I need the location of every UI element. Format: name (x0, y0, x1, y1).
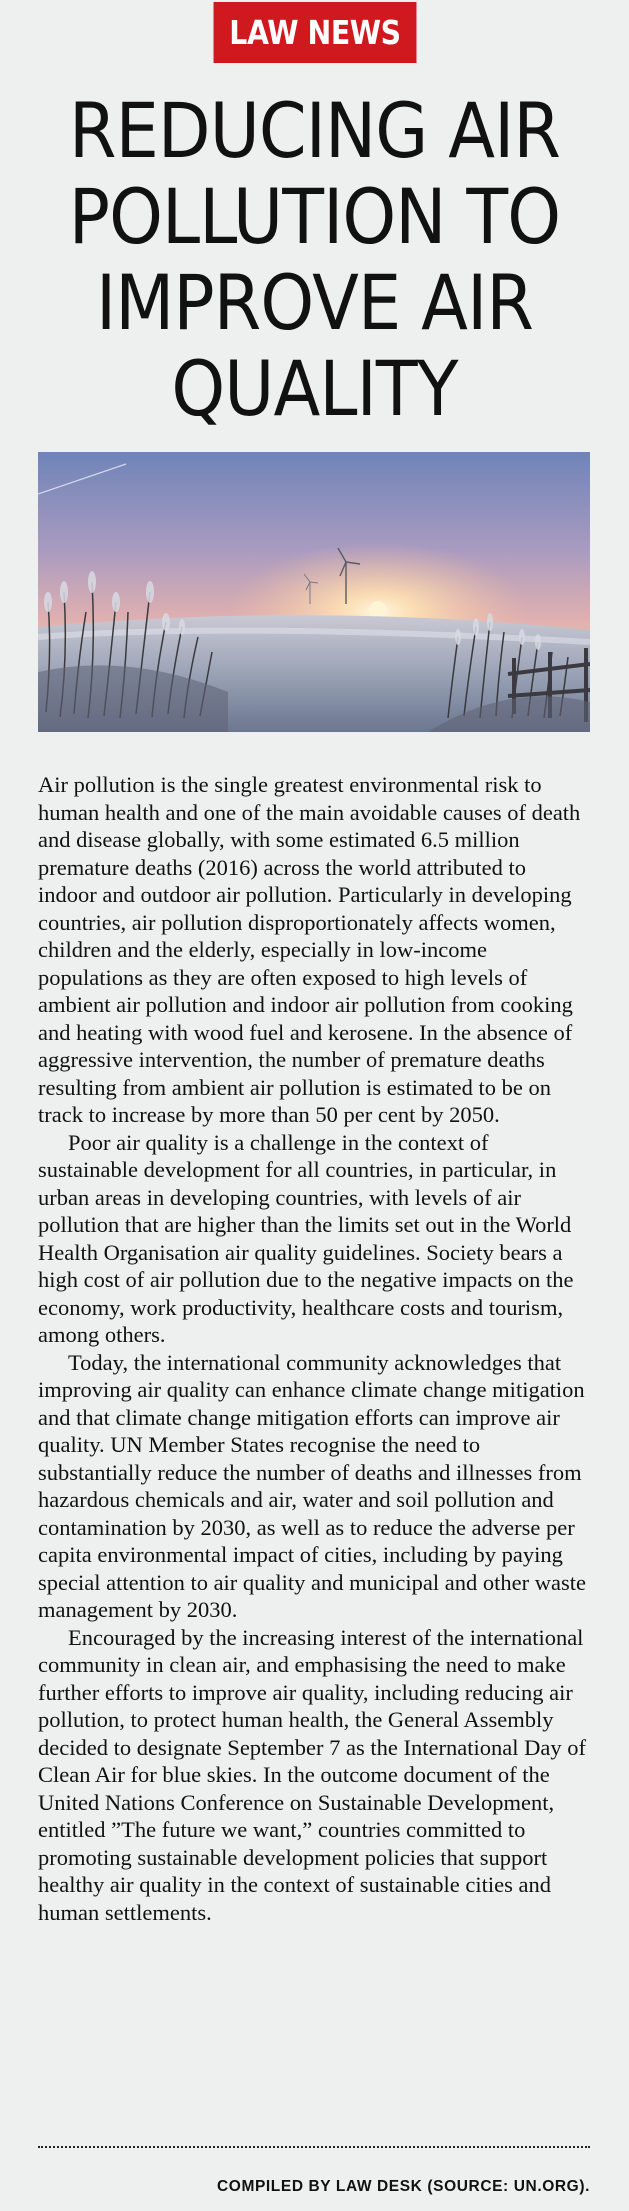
headline (20, 88, 609, 432)
headline-line: IMPROVE AIR (96, 258, 533, 347)
headline-line: REDUCING AIR (68, 86, 561, 175)
source-credit: COMPILED BY LAW DESK (SOURCE: UN.ORG). (217, 2178, 590, 2195)
article-paragraph: Poor air quality is a challenge in the context of sustainable development for all countries, in particular, in urban areas in developing countries, with levels of air pollution that are higher than the limits set out in the World Health Organisation air quality guidelines. Society bears a high cost of air pollution due to the negative impacts on the economy, work productivity, healthcare costs and tourism, among others. (38, 1129, 574, 1347)
frost-field-sunrise-image (38, 452, 590, 732)
headline-line: POLLUTION TO (68, 172, 561, 261)
headline-line: QUALITY (171, 344, 458, 433)
article-paragraph: Encouraged by the increasing interest of the international community in clean air, and emphasising the need to make further efforts to improve air quality, including reducing air pollution, to protect human health, the General Assembly decided to designate September 7 as the International Day of Clean Air for blue skies. In the outcome document of the United Nations Conference on Sustainable Development, entitled ”The future we want,” countries committed to promoting sustainable development policies that support healthy air quality in the context of sustainable cities and human settlements. (38, 1624, 586, 1925)
article-paragraph: Air pollution is the single greatest environmental risk to human health and one of the main avoidable causes of death and disease globally, with some estimated 6.5 million premature deaths (2016) across the world attributed to indoor and outdoor air pollution. Particularly in developing countries, air pollution disproportionately affects women, children and the elderly, especially in low-income populations as they are often exposed to high levels of ambient air pollution and indoor air pollution from cooking and heating with wood fuel and kerosene. In the absence of aggressive intervention, the number of premature deaths resulting from ambient air pollution is estimated to be on track to increase by more than 50 per cent by 2050. (38, 772, 581, 1127)
article-body (38, 771, 590, 1926)
article-paragraph: Today, the international community acknowledges that improving air quality can enhance climate change mitigation and that climate change mitigation efforts can improve air quality. UN Member States recognise the need to substantially reduce the number of deaths and illnesses from hazardous chemicals and air, water and soil pollution and contamination by 2030, as well as to reduce the adverse per capita environmental impact of cities, including by paying special attention to air quality and municipal and other waste management by 2030. (38, 1349, 586, 1622)
dotted-divider (38, 2146, 590, 2148)
section-label: LAW NEWS (214, 2, 417, 63)
article-photo (38, 452, 590, 732)
